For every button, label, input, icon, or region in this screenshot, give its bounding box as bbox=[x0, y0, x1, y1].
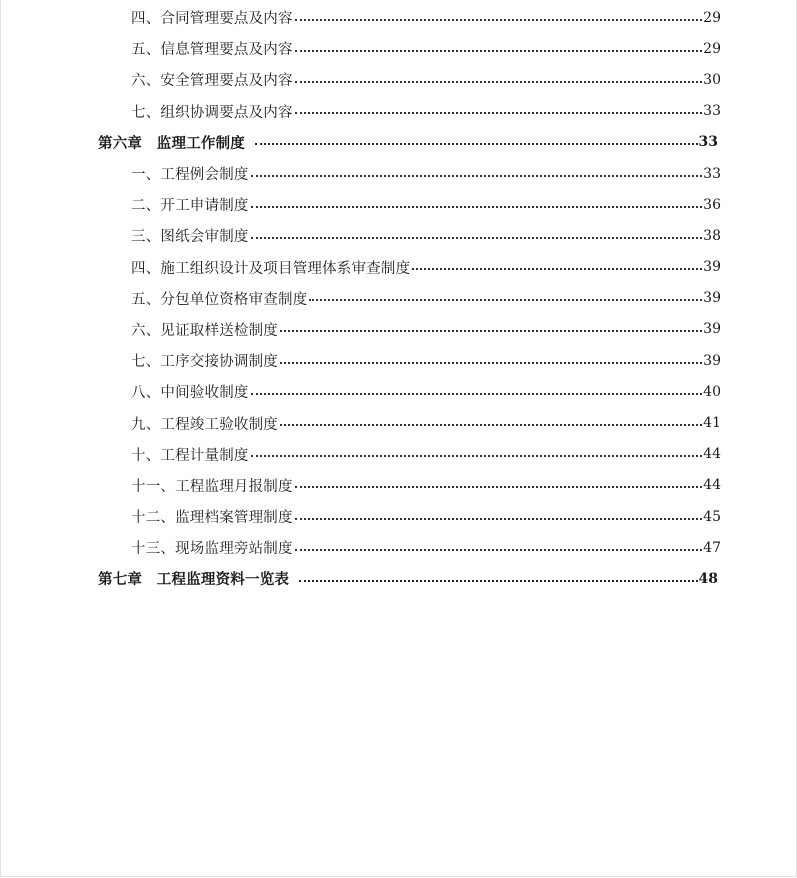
toc-entry[interactable] bbox=[1, 470, 721, 501]
toc-page-number: 48 bbox=[698, 570, 718, 587]
toc-entry-label: 七、组织协调要点及内容 bbox=[131, 104, 293, 121]
toc-page-number: 44 bbox=[703, 446, 721, 463]
toc-entry-label: 四、施工组织设计及项目管理体系审查制度 bbox=[131, 260, 411, 277]
toc-leader-dots bbox=[412, 268, 702, 270]
toc-leader-dots bbox=[295, 486, 702, 488]
toc-leader-dots bbox=[251, 175, 703, 177]
toc-entry-label: 四、合同管理要点及内容 bbox=[131, 11, 293, 28]
toc-entry-label: 五、分包单位资格审查制度 bbox=[131, 291, 308, 308]
toc-entry-label: 五、信息管理要点及内容 bbox=[131, 42, 293, 59]
toc-leader-dots bbox=[299, 580, 697, 582]
toc-entry-label: 十三、现场监理旁站制度 bbox=[131, 541, 293, 558]
toc-entry[interactable] bbox=[1, 376, 721, 407]
toc-page-number: 44 bbox=[703, 477, 721, 494]
toc-leader-dots bbox=[295, 112, 702, 114]
toc-chapter-entry[interactable] bbox=[1, 563, 718, 594]
toc-entry[interactable] bbox=[1, 189, 721, 220]
toc-entry[interactable] bbox=[1, 314, 721, 345]
toc-page-number: 40 bbox=[703, 383, 721, 400]
toc-page-number: 30 bbox=[703, 71, 721, 88]
toc-leader-dots bbox=[255, 143, 698, 145]
toc-leader-dots bbox=[251, 455, 703, 457]
toc-page-number: 45 bbox=[703, 508, 721, 525]
toc-entry[interactable] bbox=[1, 220, 721, 251]
toc-leader-dots bbox=[280, 330, 702, 332]
toc-leader-dots bbox=[295, 19, 702, 21]
toc-page-number: 29 bbox=[703, 40, 721, 57]
toc-entry[interactable] bbox=[1, 64, 721, 95]
toc-leader-dots bbox=[251, 393, 703, 395]
toc-page-number: 33 bbox=[698, 134, 718, 151]
toc-leader-dots bbox=[280, 424, 702, 426]
toc-chapter-entry[interactable] bbox=[1, 127, 718, 158]
toc-entry-label: 一、工程例会制度 bbox=[131, 167, 249, 184]
toc-page-number: 33 bbox=[703, 165, 721, 182]
toc-page-number: 41 bbox=[703, 415, 721, 432]
toc-leader-dots bbox=[251, 237, 703, 239]
toc-chapter-label: 第七章 工程监理资料一览表 bbox=[98, 571, 290, 589]
toc-leader-dots bbox=[295, 81, 702, 83]
toc-leader-dots bbox=[295, 549, 702, 551]
toc-page-number: 39 bbox=[703, 321, 721, 338]
toc-entry[interactable] bbox=[1, 283, 721, 314]
toc-chapter-label: 第六章 监理工作制度 bbox=[98, 134, 245, 152]
toc-page-number: 39 bbox=[703, 259, 721, 276]
toc-entry[interactable] bbox=[1, 532, 721, 563]
toc-page-number: 47 bbox=[703, 539, 721, 556]
toc-entry[interactable] bbox=[1, 501, 721, 532]
toc-page-number: 39 bbox=[703, 290, 721, 307]
toc-entry[interactable] bbox=[1, 439, 721, 470]
toc-entry[interactable] bbox=[1, 2, 721, 33]
toc-entry-label: 二、开工申请制度 bbox=[131, 198, 249, 215]
toc-entry-label: 三、图纸会审制度 bbox=[131, 229, 249, 246]
toc-entry-label: 九、工程竣工验收制度 bbox=[131, 416, 278, 433]
toc-page-number: 33 bbox=[703, 103, 721, 120]
toc-page-number: 36 bbox=[703, 196, 721, 213]
toc-page-number: 29 bbox=[703, 9, 721, 26]
toc-leader-dots bbox=[251, 206, 703, 208]
toc-leader-dots bbox=[309, 299, 702, 301]
toc-entry-label: 八、中间验收制度 bbox=[131, 385, 249, 402]
table-of-contents bbox=[1, 2, 796, 595]
toc-page-number: 39 bbox=[703, 352, 721, 369]
toc-entry-label: 十一、工程监理月报制度 bbox=[131, 478, 293, 495]
toc-entry[interactable] bbox=[1, 33, 721, 64]
toc-entry[interactable] bbox=[1, 252, 721, 283]
toc-entry[interactable] bbox=[1, 407, 721, 438]
toc-entry-label: 十二、监理档案管理制度 bbox=[131, 510, 293, 527]
toc-entry[interactable] bbox=[1, 345, 721, 376]
toc-entry-label: 七、工序交接协调制度 bbox=[131, 354, 278, 371]
toc-page-number: 38 bbox=[703, 227, 721, 244]
toc-entry-label: 六、安全管理要点及内容 bbox=[131, 73, 293, 90]
toc-entry-label: 十、工程计量制度 bbox=[131, 447, 249, 464]
toc-leader-dots bbox=[295, 518, 702, 520]
toc-entry-label: 六、见证取样送检制度 bbox=[131, 322, 278, 339]
toc-leader-dots bbox=[280, 362, 702, 364]
toc-entry[interactable] bbox=[1, 158, 721, 189]
toc-leader-dots bbox=[295, 50, 702, 52]
toc-entry[interactable] bbox=[1, 96, 721, 127]
